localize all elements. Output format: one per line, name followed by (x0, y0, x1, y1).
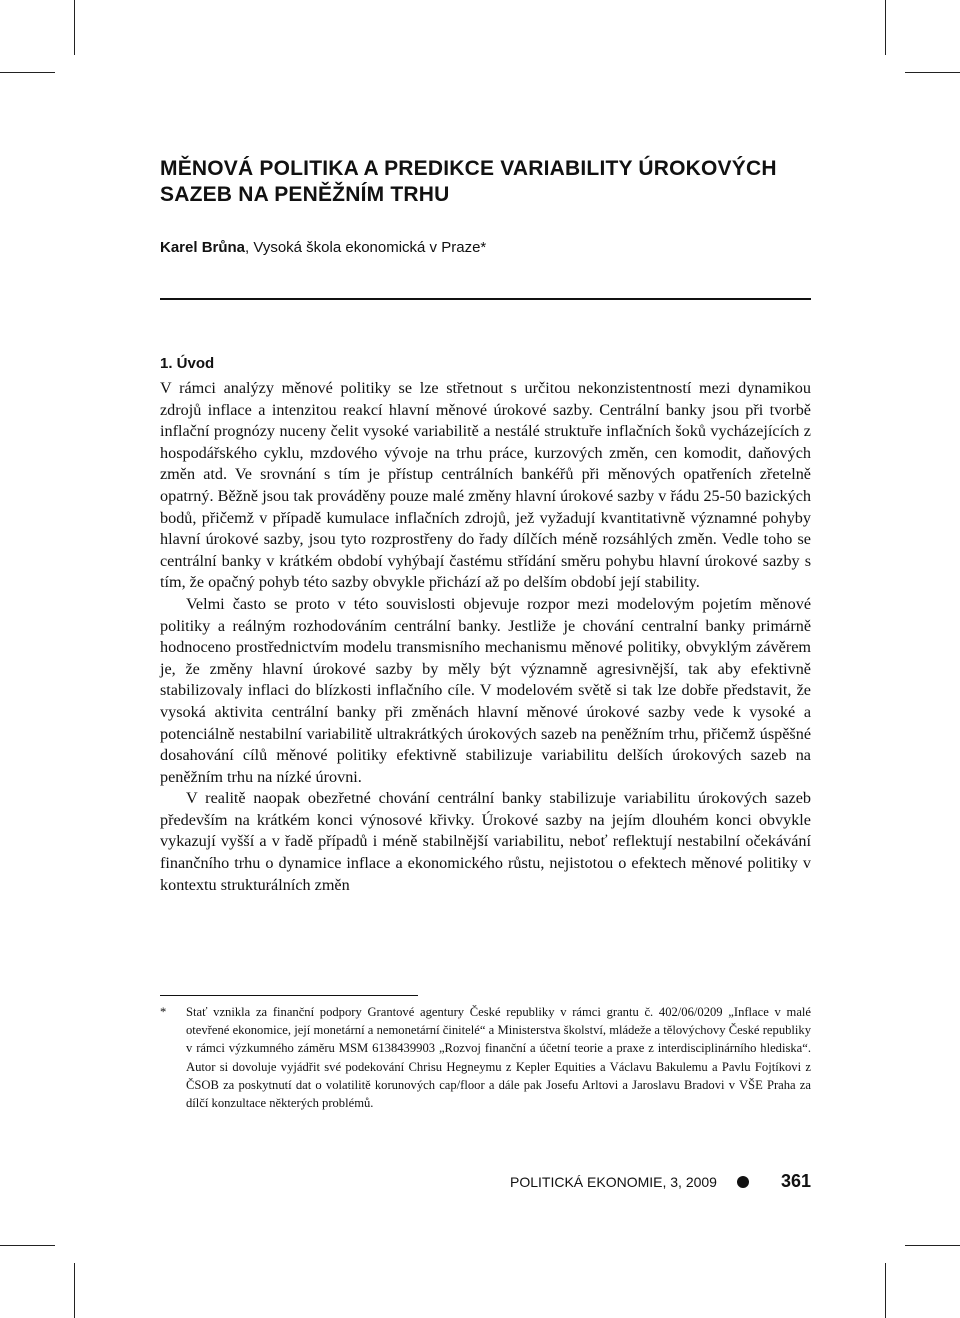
article-title (160, 156, 820, 208)
footnote-divider (160, 995, 418, 996)
paragraph: V realitě naopak obezřetné chování centrální banky stabilizuje variabilitu úrokových sazeb především na krátkém konci výnosové křivky. Úrokové sazby na jejím dlouhém konci obvykle vykazují vyšší a v řadě případů i méně stabilnější variabilitu, neboť reflektují nestabilní očekávání finančního trhu o dynamice inflace a ekonomického růstu, nejistotou o efektech měnové politiky v kontextu strukturálních změn (160, 789, 811, 894)
page-footer (510, 1170, 811, 1192)
crop-mark-top-left-vertical (74, 0, 75, 55)
paragraph: V rámci analýzy měnové politiky se lze střetnout s určitou nekonzistentností mezi dynamikou zdrojů inflace a intenzitou reakcí hlavní měnové úrokové sazby. Centrální banky jsou při tvorbě inflační prognózy nuceny čelit vysoké variabilitě a nestálé struktuře inflačních šoků vycházejících z hospodářského cyklu, mzdového vývoje na trhu práce, kurzových změn, cen komodit, daňových změn atd. Ve srovnání s tím je přístup centrálních bankéřů při měnových opatřeních zřetelně opatrný. Běžně jsou tak prováděny pouze malé změny hlavní úrokové sazby v řádu 25-50 bazických bodů, přičemž v případě kumulace inflačních zdrojů, jež vyžadují kvantitativně významné pohyby hlavní úrokové sazby, jsou tyto rozprostřeny do řady dílčích méně rozsáhlých změn. Vedle toho se centrální banky v krátkém období vyhýbají častému střídání směru pohybu hlavní úrokové sazby s tím, že opačný pohyb této sazby obvykle přichází až po delším období její stability. (160, 379, 811, 592)
paragraph: Velmi často se proto v této souvislosti objevuje rozpor mezi modelovým pojetím měnové politiky a reálným rozhodováním centrální banky. Jestliže je chování centralní banky primárně hodnoceno prostřednictvím modelu transmisního mechanismu měnové politiky, obvyklým závěrem je, že změny hlavní úrokové sazby by měly být významně agresivnější, tak aby efektivně stabilizovaly inflaci do blízkosti inflačního cíle. V modelovém světě si tak lze dobře představit, že vysoká aktivita centrální banky při změnách hlavní měnové úrokové sazby vede k vysoké a potenciálně nestabilní variabilitě ultrakrátkých úrokových sazeb na peněžním trhu, přičemž úspěšné dosahování cílů měnové politiky efektivně stabilizuje variabilitu delších úrokových sazeb na peněžním trhu na nízké úrovni. (160, 594, 811, 786)
footnote-text: Stať vznikla za finanční podpory Grantové agentury České republiky v rámci grantu č. 402/06/0209 „Inflace v malé otevřené ekonomice, její monetární a nemonetární činitelé“ a Ministerstva školství, mládeže a tělovýchovy České republiky v rámci výzkumného záměru MSM 6138439903 „Rozvoj finanční a účetní teorie a praxe z interdisciplinárního hlediska“. Autor si dovoluje vyjádřit své podekování Chrisu Hegneymu z Kepler Equities a Václavu Bakulemu a Pavlu Fojtíkovi z ČSOB za poskytnutí dat o volatilitě korunových cap/floor a dále pak Josefu Arltovi a Jaroslavu Bradovi v VŠE Praha za dílčí konzultace některých problémů. (186, 1005, 811, 1111)
header-divider (160, 298, 811, 300)
author-affiliation: , Vysoká škola ekonomická v Praze* (245, 239, 487, 256)
crop-mark-bottom-right-horizontal (905, 1245, 960, 1246)
crop-mark-top-left-horizontal (0, 72, 55, 73)
crop-mark-top-right-horizontal (905, 72, 960, 73)
crop-mark-top-right-vertical (885, 0, 886, 55)
page-number: 361 (780, 1171, 811, 1191)
footnote-marker: * (160, 1005, 167, 1019)
author-line (160, 238, 486, 258)
crop-mark-bottom-left-vertical (74, 1263, 75, 1318)
crop-mark-bottom-left-horizontal (0, 1245, 55, 1246)
article-title-line-1: MĚNOVÁ POLITIKA A PREDIKCE VARIABILITY ÚROKOVÝCH (160, 157, 777, 180)
article-title-line-2: SAZEB NA PENĚŽNÍM TRHU (160, 183, 450, 206)
body-text (160, 378, 811, 896)
journal-name: POLITICKÁ EKONOMIE, 3, 2009 (510, 1174, 717, 1190)
bullet-dot-icon (737, 1176, 749, 1188)
author-name: Karel Brůna (160, 239, 246, 256)
footnote (160, 1003, 811, 1112)
crop-mark-bottom-right-vertical (885, 1263, 886, 1318)
section-heading: 1. Úvod (160, 355, 215, 372)
